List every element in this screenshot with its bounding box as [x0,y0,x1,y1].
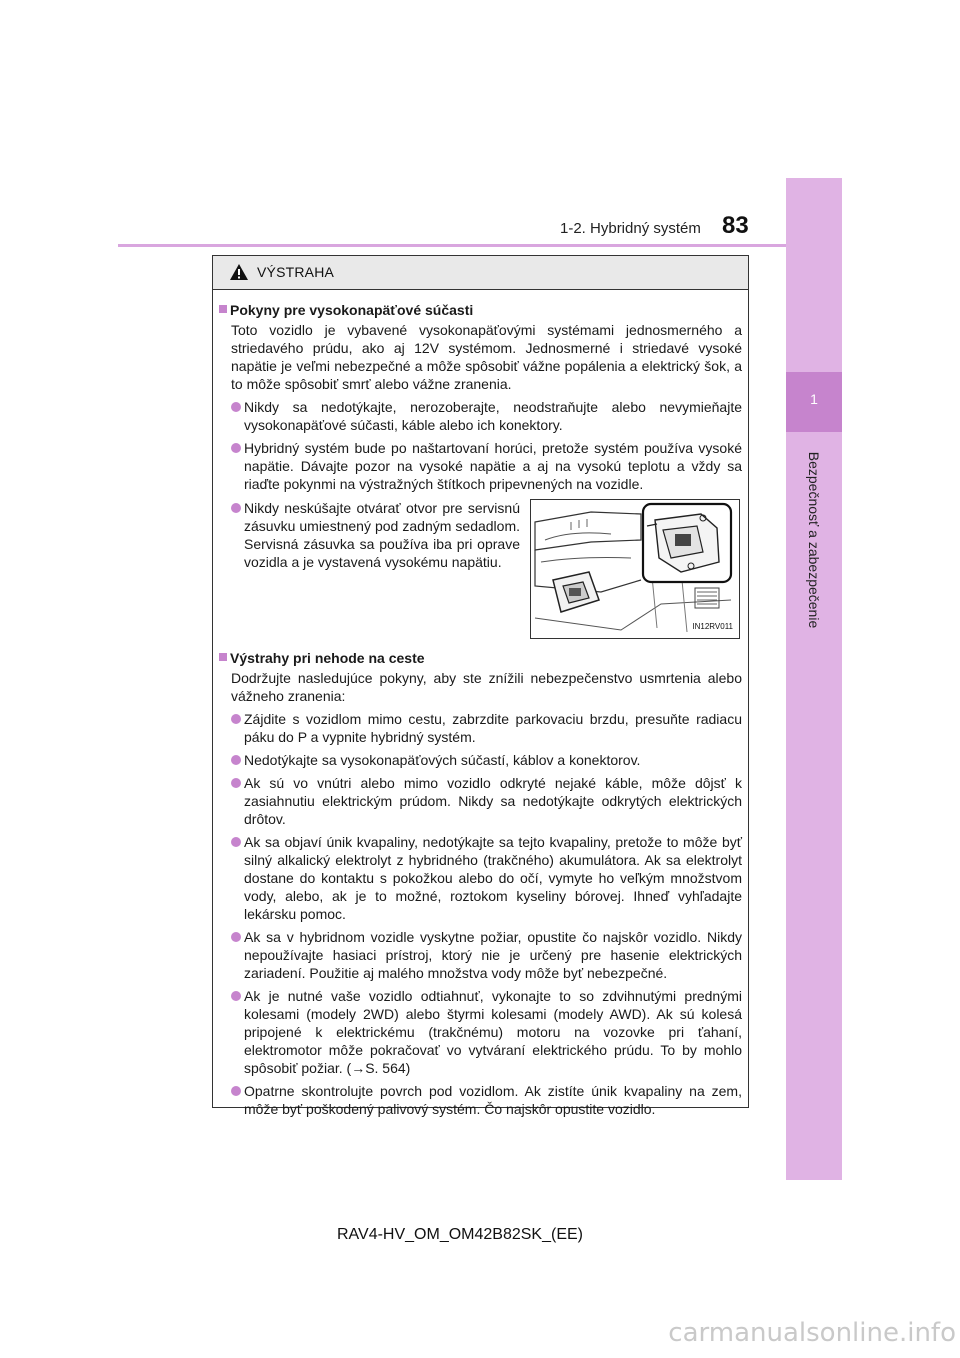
bullet-dot-icon [231,503,241,513]
bullet-text: Opatrne skontrolujte povrch pod vozidlom. Ak zistíte únik kvapaliny na zem, môže byť poškodený palivový systém. Čo najskôr opustite vozidlo. [244,1083,742,1117]
bullet-item [231,439,742,493]
warning-box [212,255,749,1117]
bullet-item [231,398,742,434]
square-bullet-icon [219,305,227,313]
section-heading [219,301,742,319]
bullet-dot-icon [231,755,241,765]
bullet-dot-icon [231,837,241,847]
bullet-dot-icon [231,1086,241,1096]
bullet-item [231,987,742,1077]
bullet-text: Ak sa v hybridnom vozidle vyskytne požiar, opustite čo najskôr vozidlo. Nikdy nepoužívajte hasiaci prístroj, ktorý nie je určený pre hasenie elektrických zariadení. Použitie aj malého množstva vody môže byť nebezpečné. [244,929,742,981]
chapter-side-tab [786,178,842,1180]
chapter-label: Bezpečnosť a zabezpečenie [806,451,822,629]
service-plug-illustration [530,499,740,639]
section-title: 1-2. Hybridný systém [560,220,701,237]
bullet-item [231,928,742,982]
bullet-item [231,751,742,769]
bullet-dot-icon [231,778,241,788]
bullet-text: Ak sa objaví únik kvapaliny, nedotýkajte sa tejto kvapaliny, pretože to môže byť silný alkalický elektrolyt z hybridného (trakčného) akumulátora. Ak sa elektrolyt dostane do kontaktu s pokožkou alebo do očí, vymyte ho veľkým množstvom vody, alebo, ak je to možné, roztokom kyseliny bórovej. Ihneď vyhľadajte lekársku pomoc. [244,834,742,922]
section-heading-text: Pokyny pre vysokonapäťové súčasti [230,302,474,318]
section-paragraph: Toto vozidlo je vybavené vysokonapäťovými systémami jednosmerného a striedavého prúdu, ako aj 12V systémom. Jednosmerné i striedavé vysoké napätie je veľmi nebezpečné a môže spôsobiť vážne popálenia a elektrický šok, a to môže spôsobiť smrť alebo vážne zranenia. [231,322,742,392]
section-heading-text: Výstrahy pri nehode na ceste [230,650,425,666]
watermark: carmanualsonline.info [668,1318,956,1348]
document-code: RAV4-HV_OM_OM42B82SK_(EE) [336,1226,583,1243]
bullet-dot-icon [231,402,241,412]
warning-header [213,256,748,290]
bullet-text: Nikdy sa nedotýkajte, nerozoberajte, neodstraňujte alebo nevymieňajte vysokonapäťové súčasti, káble alebo ich konektory. [244,399,742,433]
bullet-text: Hybridný systém bude po naštartovaní horúci, pretože systém používa vysoké napätie. Dávajte pozor na vysoké napätie a aj na vysokú teplotu a vždy sa riaďte pokynmi na výstražných štítkoch pripevnených na vozidle. [244,440,742,492]
square-bullet-icon [219,653,227,661]
bullet-with-image [219,499,742,639]
bullet-text: Ak je nutné vaše vozidlo odtiahnuť, vykonajte to so zdvihnutými prednými kolesami (modely 2WD) alebo štyrmi kolesami (modely AWD). Ak sú kolesá pripojené k elektrickému (trakčnému) motoru na vozovke pri ťahaní, elektromotor môže pokračovať vo vytváraní elektrického prúdu. To by mohlo spôsobiť požiar. (→S. 564) [244,988,742,1076]
bullet-item [231,710,742,746]
bullet-item [231,499,520,639]
image-code: IN12RV011 [692,622,733,631]
bullet-item [231,1082,742,1118]
warning-content [213,289,748,1118]
bullet-text: Nikdy neskúšajte otvárať otvor pre servisnú zásuvku umiestnený pod zadným sedadlom. Servisná zásuvka sa používa iba pri oprave vozidla a je vystavená vysokému napätiu. [244,500,520,570]
bullet-dot-icon [231,991,241,1001]
bullet-dot-icon [231,443,241,453]
bullet-text: Ak sú vo vnútri alebo mimo vozidlo odkryté nejaké káble, môže dôjsť k zasiahnutiu elektrickým prúdom. Nikdy sa nedotýkajte odkrytých elektrických drôtov. [244,775,742,827]
warning-title: VÝSTRAHA [257,264,335,280]
bullet-item [231,774,742,828]
bullet-item [231,833,742,923]
page-number: 83 [722,212,749,239]
section-paragraph: Dodržujte nasledujúce pokyny, aby ste znížili nebezpečenstvo usmrtenia alebo vážneho zranenia: [231,670,742,704]
chapter-number: 1 [810,391,818,407]
warning-triangle-icon [229,263,249,281]
header-rule [118,244,786,247]
bullet-text: Nedotýkajte sa vysokonapäťových súčastí, káblov a konektorov. [244,752,641,768]
bullet-dot-icon [231,932,241,942]
bullet-dot-icon [231,714,241,724]
bullet-text: Zájdite s vozidlom mimo cestu, zabrzdite parkovaciu brzdu, presuňte radiacu páku do P a vypnite hybridný systém. [244,711,742,745]
section-heading [219,649,742,667]
